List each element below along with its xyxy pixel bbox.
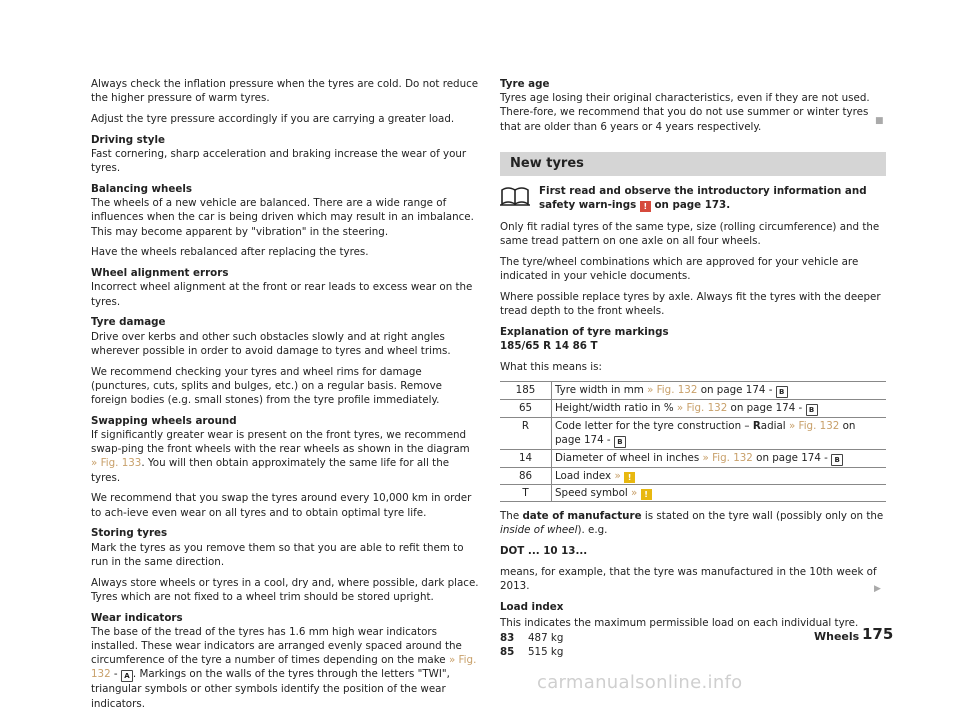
paragraph: Always store wheels or tyres in a cool, dry and, where possible, dark place. Tyres which are not fixed to a wheel trim should be stored upright. <box>91 576 479 603</box>
watermark: carmanualsonline.info <box>537 672 743 693</box>
subheading: Swapping wheels around <box>91 414 237 427</box>
paragraph: Adjust the tyre pressure accordingly if you are carrying a greater load. <box>91 113 455 125</box>
square-end-icon: ■ <box>875 116 884 126</box>
code-cell: 65 <box>500 400 552 418</box>
warning-icon: ! <box>641 489 652 500</box>
note-text: on page 173. <box>654 199 731 212</box>
figure-link[interactable]: » Fig. 132 <box>647 384 698 397</box>
warning-link[interactable]: » <box>614 470 621 483</box>
paragraph: The tyre/wheel combinations which are approved for your vehicle are indicated in your vehicle documents. <box>500 256 859 283</box>
subheading: Balancing wheels <box>91 183 192 195</box>
warning-icon: ! <box>624 472 635 483</box>
figure-link[interactable]: » Fig. 133 <box>91 457 142 470</box>
body-text: Fast cornering, sharp acceleration and braking increase the wear of your tyres. <box>91 148 467 175</box>
storing-block <box>91 526 479 569</box>
load-kg: 515 kg <box>528 646 564 659</box>
paragraph: Where possible replace tyres by axle. Always fit the tyres with the deeper tread depth to the front wheels. <box>500 291 881 318</box>
left-column <box>91 77 479 717</box>
body-text: If significantly greater wear is present on the front tyres, we recommend swap-ping the front wheels with the rear wheels as shown in the diagram <box>91 429 470 456</box>
note-text: First read and observe the introductory information and safety warn-ings <box>539 184 867 212</box>
warning-link[interactable]: » <box>631 487 638 500</box>
description-cell: Speed symbol » ! <box>552 485 887 502</box>
separator: - <box>110 668 121 681</box>
figure-callout-b-icon: B <box>776 386 788 398</box>
code-cell: 185 <box>500 382 552 400</box>
figure-callout-a-icon: A <box>121 670 133 682</box>
description-cell: Code letter for the tyre construction – Radial » Fig. 132 on page 174 - B <box>552 418 887 450</box>
subheading: Driving style <box>91 133 165 146</box>
right-column <box>500 77 886 660</box>
explanation-block <box>500 325 886 353</box>
load-index: 83 <box>500 632 515 645</box>
body-text: Incorrect wheel alignment at the front or rear leads to excess wear on the tyres. <box>91 281 473 308</box>
figure-link[interactable]: » Fig. 132 <box>702 452 753 465</box>
table-row <box>500 450 886 468</box>
manufacture-date-paragraph: The date of manufacture is stated on the tyre wall (possibly only on the inside of wheel). e.g. <box>500 510 884 537</box>
figure-callout-b-icon: B <box>831 454 843 466</box>
description-cell: Height/width ratio in % » Fig. 132 on page 174 - B <box>552 400 887 418</box>
subheading: Tyre age <box>500 78 550 90</box>
subheading: Tyre damage <box>91 316 166 329</box>
subheading: Storing tyres <box>91 527 168 540</box>
figure-callout-b-icon: B <box>614 436 626 448</box>
table-row <box>500 418 886 450</box>
tyre-age-block <box>500 77 886 134</box>
load-index: 85 <box>500 646 515 659</box>
page-number: 175 <box>862 625 894 643</box>
footer-section-title: Wheels <box>814 630 860 643</box>
load-kg: 487 kg <box>528 632 564 645</box>
figure-link[interactable]: » Fig. 132 <box>91 654 477 681</box>
subheading: Wheel alignment errors <box>91 267 229 280</box>
important-warning-icon: ! <box>640 201 651 212</box>
table-row <box>500 468 886 485</box>
subheading: Wear indicators <box>91 611 183 624</box>
tyre-code: 185/65 R 14 86 T <box>500 340 598 353</box>
code-cell: 86 <box>500 468 552 485</box>
paragraph: We recommend that you swap the tyres around every 10,000 km in order to ach-ieve even wear on all tyres and to obtain optimal tyre life. <box>91 492 472 519</box>
paragraph: Have the wheels rebalanced after replacing the tyres. <box>91 246 369 259</box>
section-heading: New tyres <box>500 152 886 176</box>
paragraph: Always check the inflation pressure when the tyres are cold. Do not reduce the higher pressure of warm tyres. <box>91 78 479 105</box>
alignment-block <box>91 266 479 309</box>
description-cell: Tyre width in mm » Fig. 132 on page 174 - B <box>552 382 887 400</box>
code-cell: 14 <box>500 450 552 468</box>
driving-style-block <box>91 133 479 176</box>
body-text: . You will then obtain approximately the same life for all the tyres. <box>91 457 450 484</box>
paragraph: What this means is: <box>500 361 602 374</box>
wear-indicators-block <box>91 611 479 711</box>
open-book-icon <box>500 185 530 207</box>
tyre-markings-table <box>500 381 886 502</box>
subheading: Load index <box>500 600 564 613</box>
code-cell: T <box>500 485 552 502</box>
triangle-right-icon: ▶ <box>874 584 881 594</box>
figure-link[interactable]: » Fig. 132 <box>788 420 840 433</box>
code-cell: R <box>500 418 552 450</box>
figure-link[interactable]: » Fig. 132 <box>676 402 728 415</box>
paragraph: We recommend checking your tyres and wheel rims for damage (punctures, cuts, splits and bulges, etc.) on a regular basis. Remove foreign bodies (e.g. small stones) from the tyre profile immediately. <box>91 365 442 407</box>
description-cell: Load index » ! <box>552 468 887 485</box>
body-text: Mark the tyres as you remove them so that you are able to refit them to run in the same direction. <box>91 541 464 568</box>
body-text: The base of the tread of the tyres has 1.6 mm high wear indicators installed. These wear indicators are arranged evenly spaced around the circumference of the tyre a number of times depending on the make <box>91 625 462 667</box>
intro-note <box>500 184 886 212</box>
body-text: The wheels of a new vehicle are balanced. There are a wide range of influences when the car is being driven which may result in an imbalance. This may become apparent by "vibration" in the steering. <box>91 197 474 238</box>
table-row <box>500 485 886 502</box>
dot-code: DOT ... 10 13... <box>500 545 588 558</box>
subheading: Explanation of tyre markings <box>500 326 669 339</box>
table-row <box>500 382 886 400</box>
body-text: . Markings on the walls of the tyres through the letters "TWI", triangular symbols or other symbols identify the position of the wear indicators. <box>91 668 450 710</box>
description-cell: Diameter of wheel in inches » Fig. 132 on page 174 - B <box>552 450 887 468</box>
figure-callout-b-icon: B <box>806 404 818 416</box>
paragraph: Only fit radial tyres of the same type, size (rolling circumference) and the same tread pattern on one axle on all four wheels. <box>500 221 880 248</box>
balancing-block <box>91 182 479 239</box>
swapping-block <box>91 414 479 485</box>
body-text: Drive over kerbs and other such obstacles slowly and at right angles wherever possible in order to avoid damage to tyres and wheel trims. <box>91 330 451 357</box>
paragraph: This indicates the maximum permissible load on each individual tyre. <box>500 617 859 630</box>
paragraph: means, for example, that the tyre was manufactured in the 10th week of 2013. <box>500 565 877 593</box>
table-row <box>500 400 886 418</box>
tyre-damage-block <box>91 315 479 358</box>
body-text: Tyres age losing their original characteristics, even if they are not used. There-fore, we recommend that you do not use summer or winter tyres that are older than 6 years or 4 years respectively. <box>500 92 870 133</box>
